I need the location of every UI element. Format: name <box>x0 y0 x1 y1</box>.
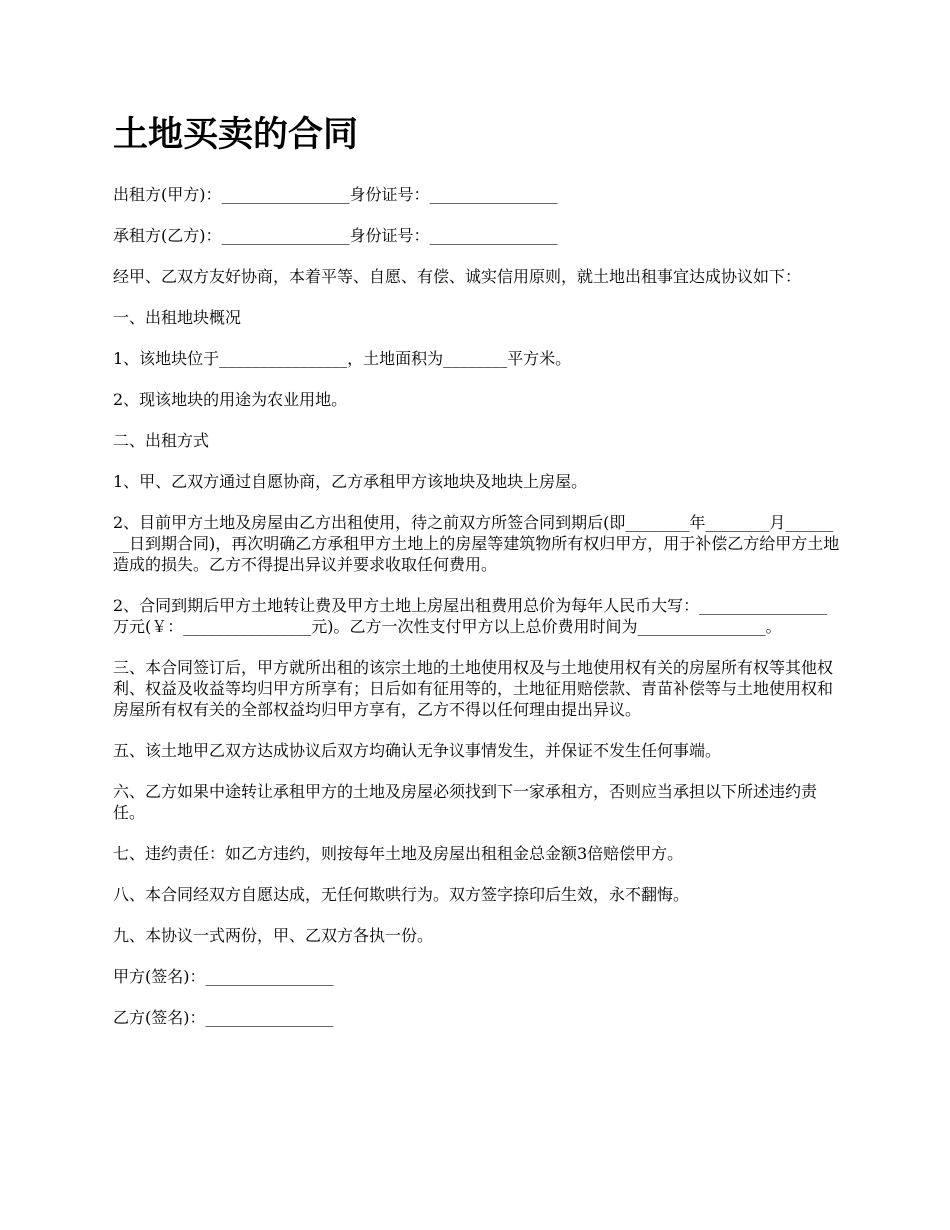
document-page <box>113 112 840 1048</box>
clause-paragraph: 2、合同到期后甲方土地转让费及甲方土地上房屋出租费用总价为每年人民币大写：________________万元(￥：________________元)。乙方一次性支付甲方以上总价费用时间为________________。 <box>113 596 828 636</box>
document-title: 土地买卖的合同 <box>113 115 359 155</box>
preamble-paragraph: 经甲、乙双方友好协商，本着平等、自愿、有偿、诚实信用原则，就土地出租事宜达成协议如下： <box>113 267 802 286</box>
party-b-signature-line: 乙方(签名)：________________ <box>113 1008 334 1027</box>
clause-paragraph: 九、本协议一式两份，甲、乙双方各执一份。 <box>113 926 434 945</box>
clause-paragraph: 八、本合同经双方自愿达成，无任何欺哄行为。双方签字捺印后生效，永不翻悔。 <box>113 885 690 904</box>
lessor-line: 出租方(甲方)：________________身份证号：________________ <box>113 185 558 204</box>
clause-paragraph: 1、甲、乙双方通过自愿协商，乙方承租甲方该地块及地块上房屋。 <box>113 472 588 491</box>
clause-paragraph: 五、该土地甲乙双方达成协议后双方均确认无争议事情发生，并保证不发生任何事端。 <box>113 741 722 760</box>
clause-paragraph: 2、现该地块的用途为农业用地。 <box>113 390 348 409</box>
clause-paragraph: 三、本合同签订后，甲方就所出租的该宗土地的土地使用权及与土地使用权有关的房屋所有权等其他权利、权益及收益等均归甲方所享有；日后如有征用等的，土地征用赔偿款、青苗补偿等与土地使用权和房屋所有权有关的全部权益均归甲方享有，乙方不得以任何理由提出异议。 <box>113 658 834 719</box>
section-heading-1: 一、出租地块概况 <box>113 308 242 327</box>
clause-paragraph: 七、违约责任：如乙方违约，则按每年土地及房屋出租租金总金额3倍赔偿甲方。 <box>113 844 684 863</box>
clause-paragraph: 2、目前甲方土地及房屋由乙方出租使用，待之前双方所签合同到期后(即________年________月________日到期合同)，再次明确乙方承租甲方土地上的房屋等建筑物所有权归甲方，用于补偿乙方给甲方土地造成的损失。乙方不得提出异议并要求收取任何费用。 <box>113 513 840 574</box>
party-a-signature-line: 甲方(签名)：________________ <box>113 967 334 986</box>
clause-paragraph: 1、该地块位于________________，土地面积为________平方米。 <box>113 349 572 368</box>
section-heading-2: 二、出租方式 <box>113 431 210 450</box>
clause-paragraph: 六、乙方如果中途转让承租甲方的土地及房屋必须找到下一家承租方，否则应当承担以下所述违约责任。 <box>113 782 818 822</box>
lessee-line: 承租方(乙方)：________________身份证号：________________ <box>113 226 558 245</box>
